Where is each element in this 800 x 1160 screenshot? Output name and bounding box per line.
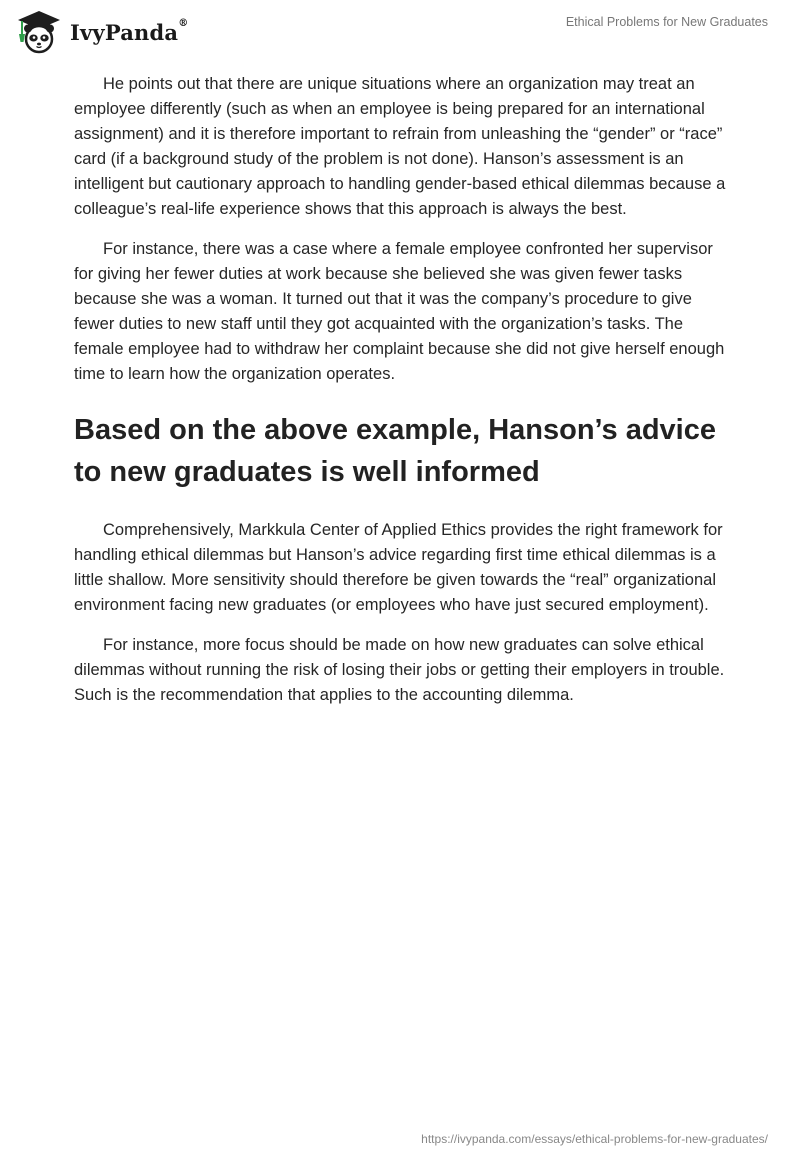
ivypanda-logo[interactable] [14,8,188,56]
paragraph: For instance, there was a case where a female employee confronted her supervisor for giving her fewer duties at work because she believed she was given fewer tasks because she was a woman. It turned out that it was the company’s procedure to give fewer duties to new staff until they got acquainted with the organization’s tasks. The female employee had to withdraw her complaint because she did not give herself enough time to learn how the organization operates. [74,240,725,383]
panda-graduate-icon [14,9,64,55]
document-title: Ethical Problems for New Graduates [565,15,768,29]
brand-name: IvyPanda® [70,17,189,45]
paragraph: Comprehensively, Markkula Center of Applied Ethics provides the right framework for handling ethical dilemmas but Hanson’s advice regarding first time ethical dilemmas is a little shallow. More sensitivity should therefore be given towards the “real” organizational environment facing new graduates (or employees who have just secured employment). [74,521,723,614]
paragraph: For instance, more focus should be made on how new graduates can solve ethical dilemmas without running the risk of losing their jobs or getting their employers in trouble. Such is the recommendation that applies to the accounting dilemma. [74,636,725,704]
paragraph: He points out that there are unique situations where an organization may treat an employee differently (such as when an employee is being prepared for an international assignment) and it is therefore important to refrain from unleashing the “gender” or “race” card (if a background study of the problem is not done). Hanson’s assessment is an intelligent but cautionary approach to handling gender-based ethical dilemmas because a colleague’s real-life experience shows that this approach is always the best. [74,75,726,218]
registered-mark: ® [178,17,189,29]
source-url[interactable]: https://ivypanda.com/essays/ethical-problems-for-new-graduates/ [421,1132,768,1146]
page-header [0,0,800,66]
section-heading: Based on the above example, Hanson’s advice to new graduates is well informed [74,414,716,488]
essay-body [74,72,734,723]
